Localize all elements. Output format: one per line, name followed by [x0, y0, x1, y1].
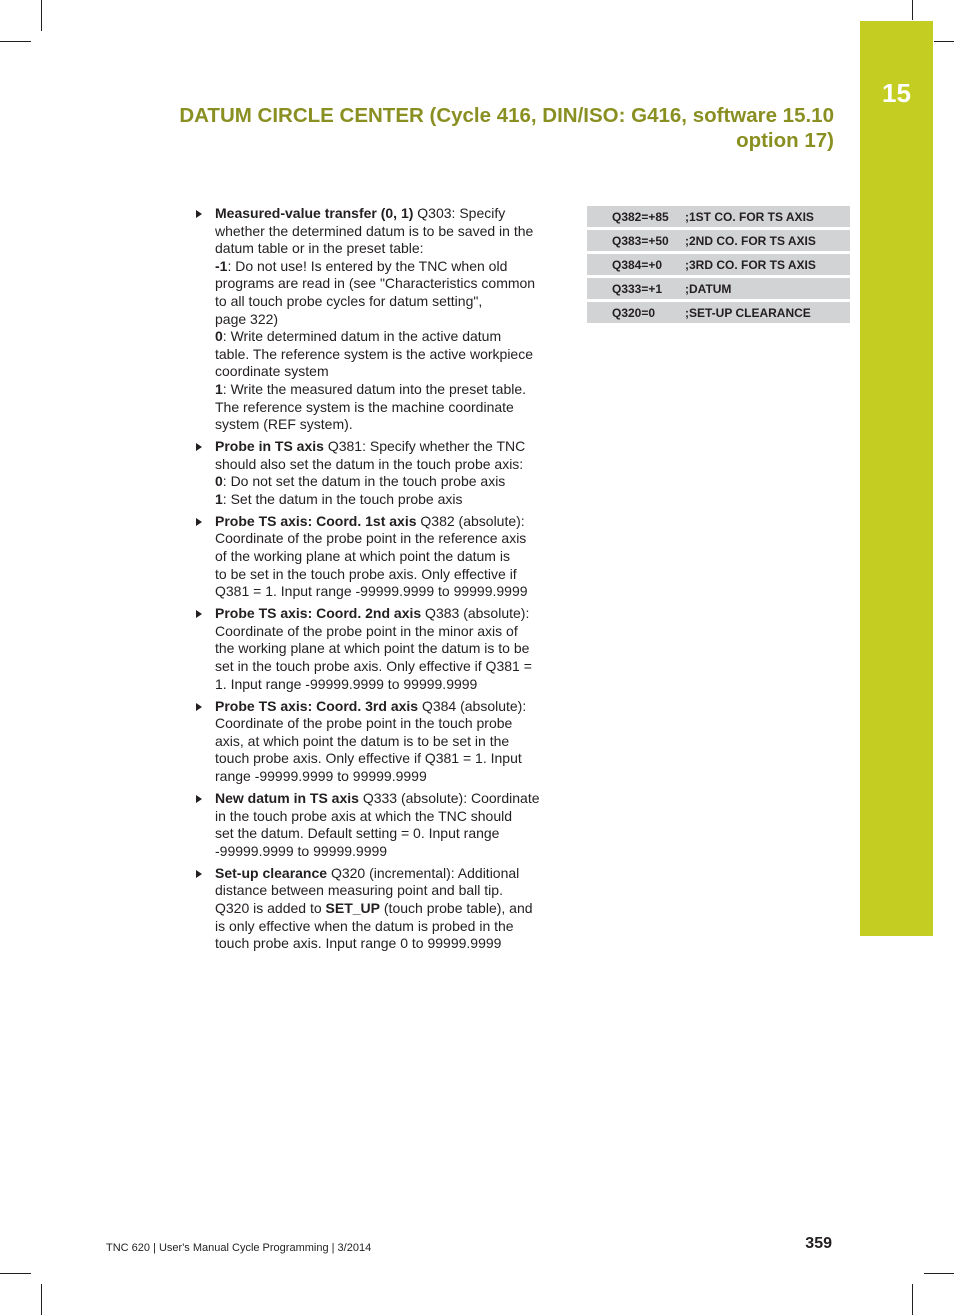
bullet-arrow-icon — [196, 210, 202, 218]
crop-mark — [924, 1273, 954, 1274]
text-line — [215, 698, 558, 716]
code-param: Q384=+0 — [587, 254, 685, 278]
parameter-list — [196, 205, 558, 957]
text-line — [215, 513, 558, 531]
text-run: Q320 (incremental): Additional — [327, 864, 520, 881]
list-item — [196, 438, 558, 508]
code-comment: ;SET-UP CLEARANCE — [685, 302, 850, 326]
text-run: to all touch probe cycles for datum setting", — [215, 292, 483, 309]
crop-mark — [0, 41, 31, 42]
code-param: Q383=+50 — [587, 230, 685, 254]
text-line — [215, 328, 558, 346]
page-title-line: option 17) — [736, 129, 834, 152]
text-run: axis, at which point the datum is to be set in the — [215, 732, 510, 749]
text-line — [215, 825, 558, 843]
page-number: 359 — [805, 1235, 832, 1252]
text-run: in the touch probe axis at which the TNC should — [215, 807, 513, 824]
code-row — [587, 302, 850, 326]
text-line — [215, 566, 558, 584]
text-line — [215, 491, 558, 509]
text-run: Coordinate of the probe point in the minor axis of — [215, 622, 518, 639]
text-line — [215, 311, 558, 329]
text-line — [215, 399, 558, 417]
text-line — [215, 583, 558, 601]
text-line — [215, 900, 558, 918]
text-run: should also set the datum in the touch probe axis: — [215, 455, 524, 472]
bullet-arrow-icon — [196, 518, 202, 526]
text-run: datum table or in the preset table: — [215, 240, 424, 257]
page-title-line: DATUM CIRCLE CENTER (Cycle 416, DIN/ISO: G416, software 15.10 — [179, 104, 834, 127]
crop-mark — [0, 1273, 31, 1274]
text-line — [215, 843, 558, 861]
bold-term: Set-up clearance — [215, 864, 328, 881]
code-row — [587, 230, 850, 254]
crop-mark — [912, 0, 913, 20]
text-line — [215, 865, 558, 883]
bold-term: Measured-value transfer (0, 1) — [215, 205, 414, 221]
text-run: Q320 is added to — [215, 899, 326, 916]
text-line — [215, 750, 558, 768]
text-line — [215, 363, 558, 381]
text-run: touch probe axis. Only effective if Q381 = 1. Input — [215, 750, 522, 767]
text-line — [215, 790, 558, 808]
text-line — [215, 293, 558, 311]
bold-term: New datum in TS axis — [215, 789, 359, 806]
bold-term: Probe in TS axis — [215, 438, 324, 455]
text-run: : Set the datum in the touch probe axis — [222, 490, 463, 507]
text-run: coordinate system — [215, 363, 329, 380]
text-line — [215, 935, 558, 953]
text-run: system (REF system). — [215, 416, 353, 433]
code-comment: ;1ST CO. FOR TS AXIS — [685, 206, 850, 230]
text-run: Q384 (absolute): — [418, 697, 527, 714]
text-run: : Do not set the datum in the touch probe axis — [222, 473, 506, 490]
page-title — [150, 103, 834, 153]
code-row — [587, 278, 850, 302]
text-line — [215, 258, 558, 276]
footer-text: TNC 620 | User's Manual Cycle Programming | 3/2014 — [106, 1242, 372, 1254]
text-run: table. The reference system is the active workpiece — [215, 345, 534, 362]
bold-term: 0 — [215, 473, 223, 490]
text-run: : Do not use! Is entered by the TNC when old — [227, 257, 508, 274]
chapter-tab — [860, 21, 933, 936]
text-run: : Write the measured datum into the preset table. — [222, 380, 527, 397]
bold-term: 1 — [215, 490, 223, 507]
text-run: 1. Input range -99999.9999 to 99999.9999 — [215, 675, 478, 692]
text-line — [215, 548, 558, 566]
chapter-number: 15 — [882, 78, 911, 108]
text-line — [215, 346, 558, 364]
text-run: Coordinate of the probe point in the reference axis — [215, 530, 527, 547]
code-comment: ;2ND CO. FOR TS AXIS — [685, 230, 850, 254]
bold-term: Probe TS axis: Coord. 2nd axis — [215, 605, 422, 622]
bold-term: 1 — [215, 380, 223, 397]
text-line — [215, 473, 558, 491]
text-line — [215, 416, 558, 434]
text-run: Q333 (absolute): Coordinate — [358, 789, 540, 806]
text-line — [215, 768, 558, 786]
list-item — [196, 605, 558, 693]
bold-term: Probe TS axis: Coord. 1st axis — [215, 512, 417, 529]
code-param: Q382=+85 — [587, 206, 685, 230]
text-run: distance between measuring point and ball tip. — [215, 882, 503, 899]
text-line — [215, 438, 558, 456]
list-item — [196, 698, 558, 786]
code-row — [587, 206, 850, 230]
text-line — [215, 623, 558, 641]
list-item — [196, 205, 558, 434]
bold-term: -1 — [215, 257, 228, 274]
list-item — [196, 513, 558, 601]
text-line — [215, 381, 558, 399]
text-run: is only effective when the datum is probed in the — [215, 917, 514, 934]
text-line — [215, 240, 558, 258]
text-run: -99999.9999 to 99999.9999 — [215, 842, 388, 859]
text-line — [215, 733, 558, 751]
text-line — [215, 275, 558, 293]
text-line — [215, 918, 558, 936]
code-block — [587, 206, 850, 326]
text-run: set in the touch probe axis. Only effective if Q381 = — [215, 658, 532, 675]
text-line — [215, 882, 558, 900]
text-line — [215, 658, 558, 676]
text-line — [215, 605, 558, 623]
code-comment: ;3RD CO. FOR TS AXIS — [685, 254, 850, 278]
text-run: touch probe axis. Input range 0 to 99999.9999 — [215, 935, 502, 952]
text-line — [215, 808, 558, 826]
text-run: : Write determined datum in the active datum — [222, 328, 502, 345]
bold-term: SET_UP — [325, 899, 380, 916]
crop-mark — [912, 1284, 913, 1315]
text-line — [215, 205, 558, 223]
text-run: whether the determined datum is to be saved in the — [215, 222, 534, 239]
text-line — [215, 715, 558, 733]
text-run: Q382 (absolute): — [416, 512, 525, 529]
text-line — [215, 530, 558, 548]
text-run: of the working plane at which point the datum is — [215, 548, 510, 565]
text-run: Q383 (absolute): — [421, 605, 530, 622]
list-item — [196, 790, 558, 860]
text-line — [215, 223, 558, 241]
code-row — [587, 254, 850, 278]
code-param: Q333=+1 — [587, 278, 685, 302]
bold-term: 0 — [215, 328, 223, 345]
text-run: Q303: Specify — [413, 205, 506, 221]
text-run: Q381: Specify whether the TNC — [323, 438, 526, 455]
code-comment: ;DATUM — [685, 278, 850, 302]
text-run: The reference system is the machine coordinate — [215, 398, 514, 415]
text-line — [215, 640, 558, 658]
text-run: Q381 = 1. Input range -99999.9999 to 99999.9999 — [215, 583, 528, 600]
bullet-arrow-icon — [196, 870, 202, 878]
bullet-arrow-icon — [196, 610, 202, 618]
bullet-arrow-icon — [196, 795, 202, 803]
crop-mark — [41, 1284, 42, 1315]
text-line — [215, 456, 558, 474]
text-run: range -99999.9999 to 99999.9999 — [215, 767, 427, 784]
crop-mark — [934, 41, 954, 42]
bullet-arrow-icon — [196, 443, 202, 451]
text-line — [215, 676, 558, 694]
text-run: the working plane at which point the datum is to be — [215, 640, 530, 657]
text-run: to be set in the touch probe axis. Only effective if — [215, 565, 517, 582]
text-run: Coordinate of the probe point in the touch probe — [215, 715, 513, 732]
crop-mark — [41, 0, 42, 31]
text-run: page 322) — [215, 310, 279, 327]
text-run: (touch probe table), and — [380, 899, 533, 916]
text-run: programs are read in (see "Characteristics common — [215, 275, 536, 292]
bullet-arrow-icon — [196, 703, 202, 711]
code-param: Q320=0 — [587, 302, 685, 326]
list-item — [196, 865, 558, 953]
text-run: set the datum. Default setting = 0. Input range — [215, 825, 500, 842]
bold-term: Probe TS axis: Coord. 3rd axis — [215, 697, 419, 714]
